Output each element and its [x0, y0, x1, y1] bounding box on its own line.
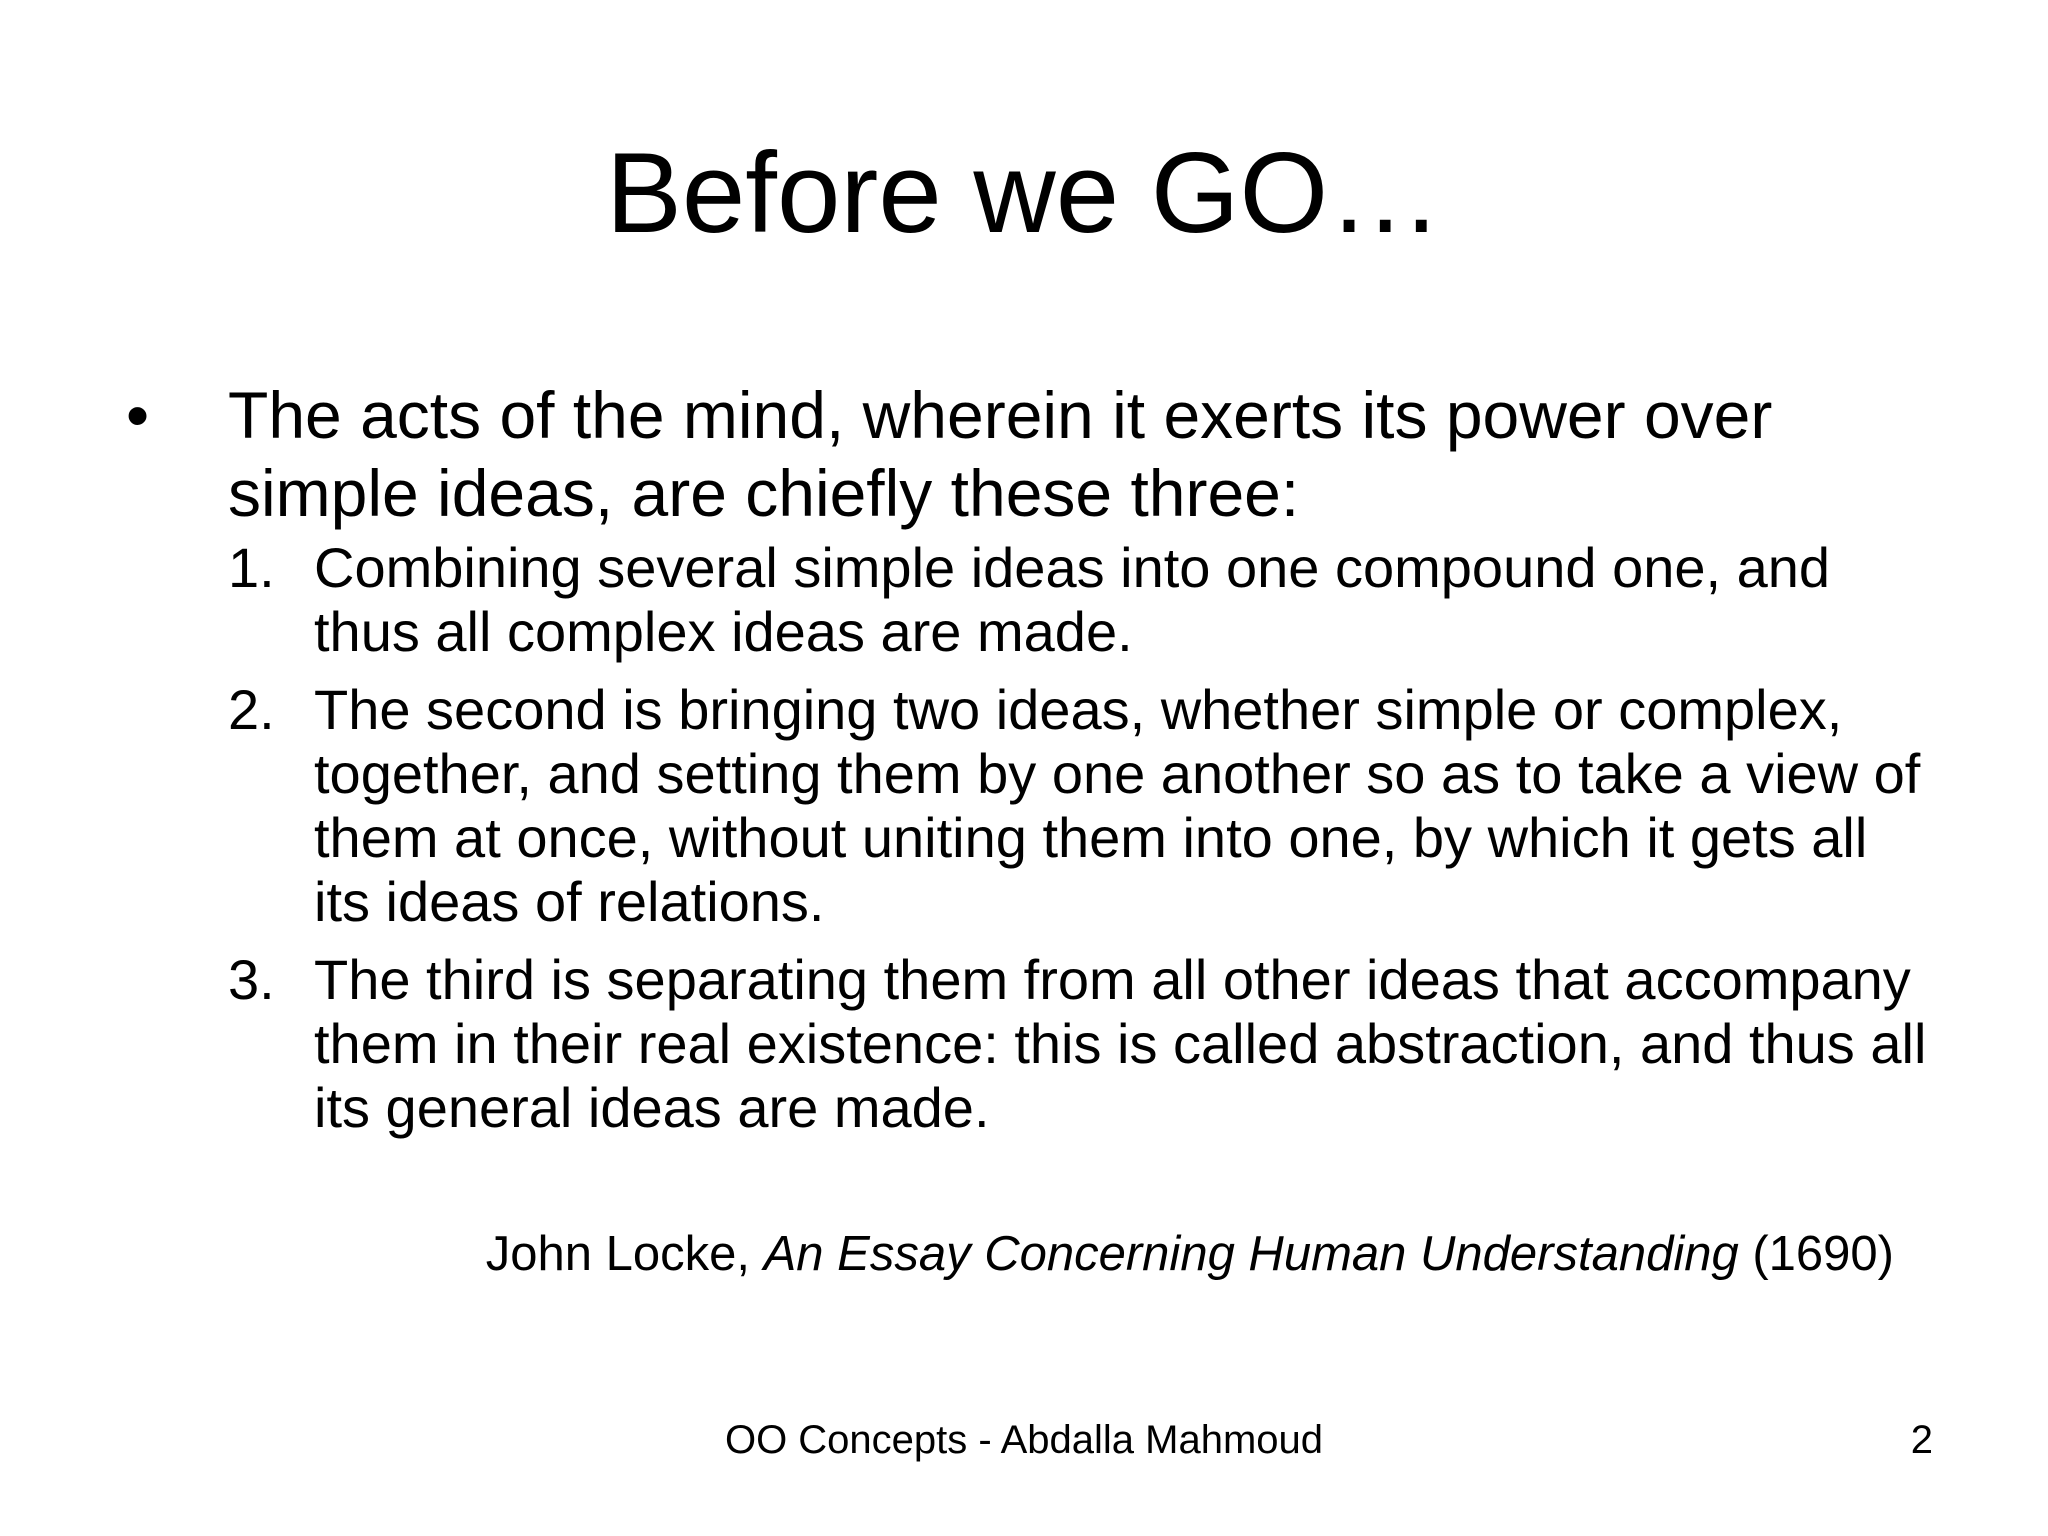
bullet-text: The acts of the mind, wherein it exerts its power over simple ideas, are chiefly these three:: [228, 378, 1773, 530]
bullet-marker: •: [126, 378, 150, 452]
footer-text: OO Concepts - Abdalla Mahmoud: [724, 1418, 1324, 1462]
list-item-text: The second is bringing two ideas, whether simple or complex, together, and setting them by one another so as to take a view of them at once, without uniting them into one, by which it gets all its ideas of relations.: [314, 678, 1921, 933]
list-item-number: 3.: [228, 948, 275, 1011]
citation-author: John Locke,: [485, 1227, 764, 1281]
list-item-text: Combining several simple ideas into one compound one, and thus all complex ideas are made.: [314, 536, 1831, 663]
list-item-text: The third is separating them from all other ideas that accompany them in their real existence: this is called abstraction, and thus all its general ideas are made.: [314, 948, 1927, 1139]
list-item: [228, 948, 1928, 1140]
list-item: [228, 678, 1928, 934]
slide-title: Before we GO…: [605, 130, 1443, 257]
numbered-list: [228, 536, 1928, 1154]
citation-work-title: An Essay Concerning Human Understanding: [763, 1227, 1739, 1281]
citation: [486, 1224, 1894, 1284]
list-item-number: 1.: [228, 536, 275, 599]
list-item: [228, 536, 1928, 664]
page-number: 2: [1910, 1418, 1933, 1462]
citation-year: (1690): [1738, 1227, 1894, 1281]
list-item-number: 2.: [228, 678, 275, 741]
